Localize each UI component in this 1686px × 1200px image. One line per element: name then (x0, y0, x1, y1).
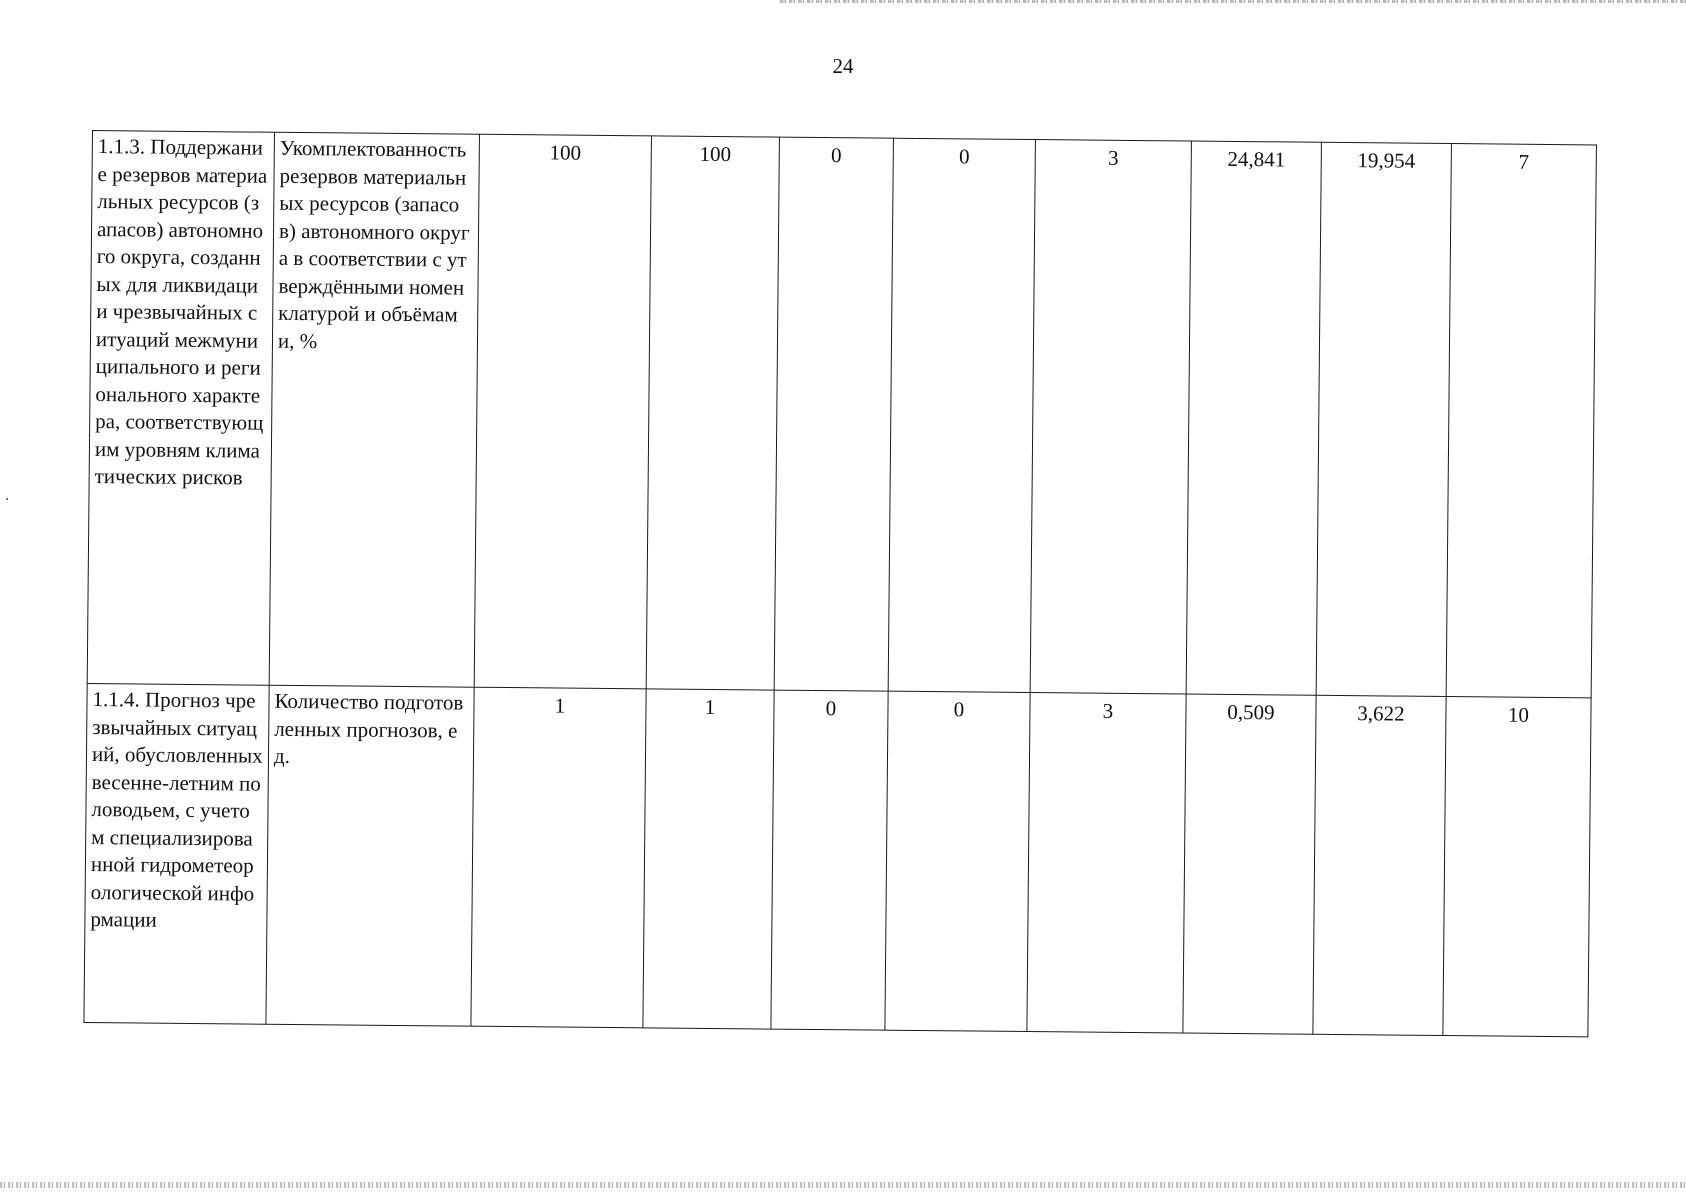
value-cell: 3 (1030, 140, 1191, 694)
value-cell: 100 (646, 136, 779, 690)
scan-edge-top (780, 0, 1686, 3)
value-cell: 24,841 (1186, 141, 1321, 695)
value-cell: 1 (643, 689, 774, 1029)
value-cell: 0,509 (1183, 694, 1316, 1034)
scan-edge-bottom (0, 1182, 1686, 1188)
indicator-cell: Количество подготовленных прогнозов, ед. (266, 685, 474, 1026)
scan-speck (6, 498, 8, 500)
value-cell: 1 (471, 687, 646, 1028)
value-cell: 3 (1027, 693, 1186, 1033)
value-cell: 0 (885, 691, 1030, 1031)
measures-table (83, 130, 1597, 1037)
value-cell: 10 (1443, 697, 1591, 1037)
value-cell: 3,622 (1313, 695, 1446, 1035)
measure-name-cell: 1.1.3. Поддержание резервов материальных ресурсов (запасов) автономного округа, созданных для ликвидации чрезвычайных ситуаций межмуниципального и регионального характера, соответствующим уровням климатических рисков (87, 131, 274, 686)
value-cell: 0 (888, 138, 1035, 692)
value-cell: 0 (774, 137, 893, 691)
value-cell: 7 (1446, 144, 1596, 698)
page-number: 24 (832, 54, 854, 78)
value-cell: 0 (771, 690, 888, 1030)
table-row (84, 683, 1591, 1036)
value-cell: 100 (474, 134, 651, 689)
table-row (87, 131, 1596, 698)
indicator-cell: Укомплектованность резервов материальных ресурсов (запасов) автономного округа в соответствии с утверждёнными номенклатурой и объёмами, % (269, 132, 479, 687)
measure-name-cell: 1.1.4. Прогноз чрезвычайных ситуаций, обусловленных весенне-летним половодьем, с учетом специализированной гидрометеорологической информации (84, 683, 269, 1024)
value-cell: 19,954 (1316, 142, 1451, 696)
